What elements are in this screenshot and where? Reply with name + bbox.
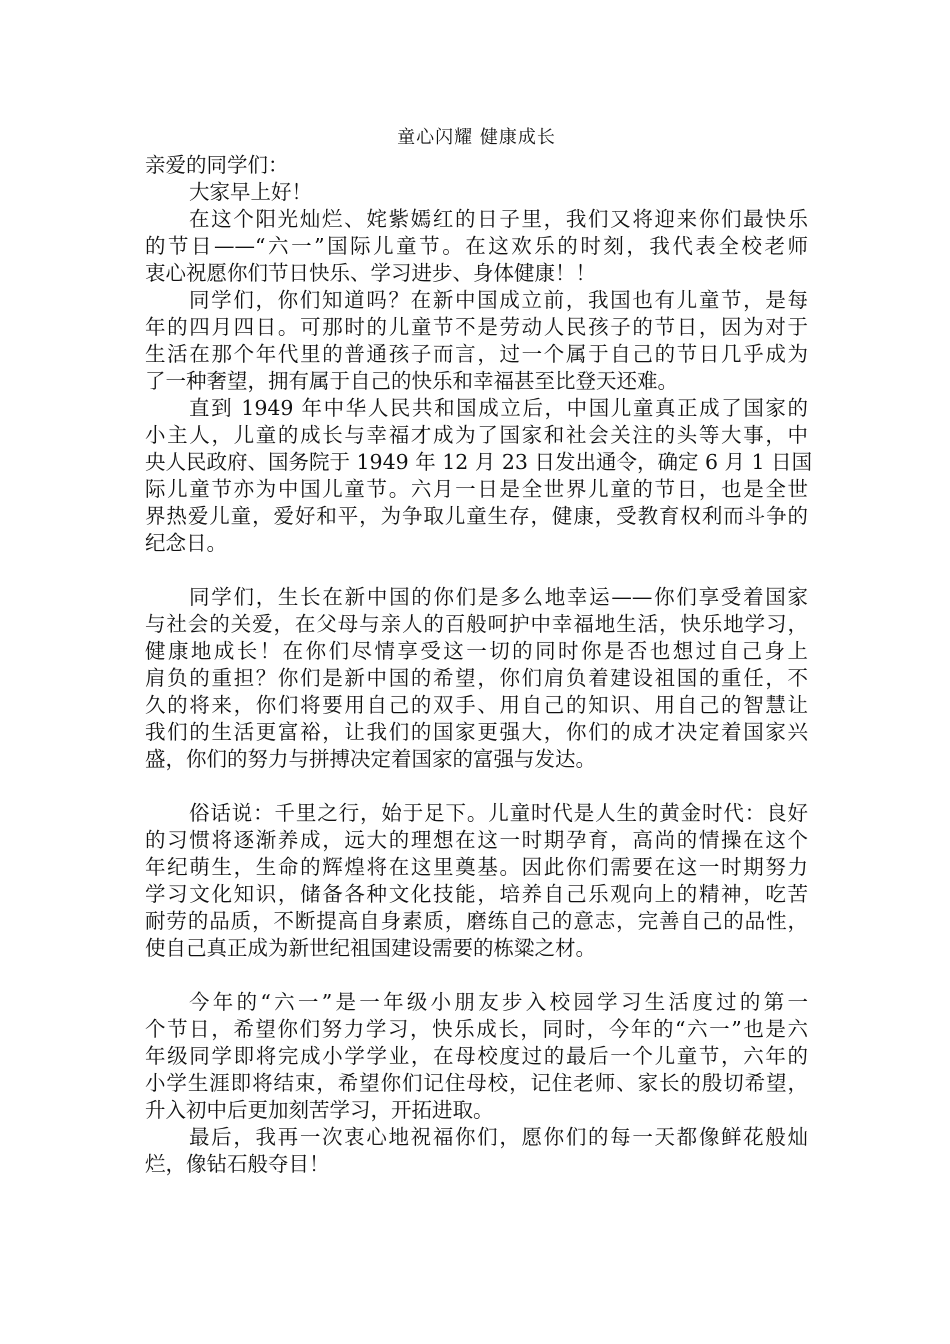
paragraph — [145, 800, 808, 962]
paragraph — [145, 584, 808, 773]
paragraph-spacer — [145, 773, 808, 800]
document-page — [145, 124, 813, 1178]
paragraph-line: 最后，我再一次衷心地祝福你们，愿你们的每一天都像鲜花般灿 — [189, 1125, 808, 1149]
paragraph-line: 央人民政府、国务院于 1949 年 12 月 23 日发出通令，确定 6 月 1 日国 — [145, 450, 813, 474]
paragraph-line: 久的将来，你们将要用自己的双手、用自己的知识、用自己的智慧让 — [145, 693, 808, 717]
paragraph-line: 烂，像钻石般夺目！ — [145, 1152, 330, 1176]
paragraph-spacer — [145, 557, 808, 584]
paragraph-line: 耐劳的品质，不断提高自身素质，磨练自己的意志，完善自己的品性， — [145, 909, 808, 933]
paragraph-line: 升入初中后更加刻苦学习，开拓进取。 — [145, 1098, 494, 1122]
salutation: 亲爱的同学们： — [145, 153, 289, 177]
paragraph-line: 学习文化知识，储备各种文化技能，培养自己乐观向上的精神，吃苦 — [145, 882, 808, 906]
paragraph-line: 年的四月四日。可那时的儿童节不是劳动人民孩子的节日，因为对于 — [145, 315, 808, 339]
paragraph-line: 使自己真正成为新世纪祖国建设需要的栋粱之材。 — [145, 936, 596, 960]
paragraph-line: 年纪萌生，生命的辉煌将在这里奠基。因此你们需要在这一时期努力 — [145, 855, 808, 879]
paragraph-line: 纪念日。 — [145, 531, 227, 555]
paragraph-line: 俗话说：千里之行，始于足下。儿童时代是人生的黄金时代：良好 — [189, 801, 808, 825]
paragraph-line: 的习惯将逐渐养成，远大的理想在这一时期孕育，高尚的情操在这个 — [145, 828, 808, 852]
paragraph-line: 在这个阳光灿烂、姹紫嫣红的日子里，我们又将迎来你们最快乐 — [189, 207, 808, 231]
paragraph-line: 小学生涯即将结束，希望你们记住母校，记住老师、家长的殷切希望， — [145, 1071, 808, 1095]
paragraph-line: 际儿童节亦为中国儿童节。六月一日是全世界儿童的节日，也是全世 — [145, 477, 808, 501]
paragraph — [145, 989, 808, 1124]
paragraph-line: 与社会的关爱，在父母与亲人的百般呵护中幸福地生活，快乐地学习， — [145, 612, 808, 636]
paragraph — [145, 1124, 808, 1178]
paragraph-line: 肩负的重担？你们是新中国的希望，你们肩负着建设祖国的重任，不 — [145, 666, 808, 690]
paragraph — [145, 206, 808, 287]
greeting: 大家早上好！ — [189, 180, 312, 204]
paragraph-spacer — [145, 962, 808, 989]
paragraph-line: 我们的生活更富裕，让我们的国家更强大，你们的成才决定着国家兴 — [145, 720, 808, 744]
paragraph-line: 生活在那个年代里的普通孩子而言，过一个属于自己的节日几乎成为 — [145, 342, 808, 366]
paragraph-line: 小主人，儿童的成长与幸福才成为了国家和社会关注的头等大事，中 — [145, 423, 808, 447]
paragraph — [145, 287, 808, 395]
paragraph-line: 同学们，你们知道吗？在新中国成立前，我国也有儿童节，是每 — [189, 288, 808, 312]
paragraph-line: 个节日，希望你们努力学习，快乐成长，同时，今年的“六一”也是六 — [145, 1017, 808, 1041]
paragraph-line: 的节日——“六一”国际儿童节。在这欢乐的时刻，我代表全校老师 — [145, 234, 808, 258]
paragraph-line: 今年的“六一”是一年级小朋友步入校园学习生活度过的第一 — [189, 990, 808, 1014]
paragraph-line: 年级同学即将完成小学学业，在母校度过的最后一个儿童节，六年的 — [145, 1044, 808, 1068]
paragraph-line: 衷心祝愿你们节日快乐、学习进步、身体健康！！ — [145, 261, 596, 285]
paragraph-line: 同学们，生长在新中国的你们是多么地幸运——你们享受着国家 — [189, 585, 808, 609]
paragraph-line: 界热爱儿童，爱好和平，为争取儿童生存，健康，受教育权利而斗争的 — [145, 504, 808, 528]
paragraph-line: 直到 1949 年中华人民共和国成立后，中国儿童真正成了国家的 — [189, 396, 808, 420]
paragraph-line: 盛，你们的努力与拼搏决定着国家的富强与发达。 — [145, 747, 596, 771]
paragraph-line: 了一种奢望，拥有属于自己的快乐和幸福甚至比登天还难。 — [145, 369, 678, 393]
paragraph-line: 健康地成长！在你们尽情享受这一切的同时你是否也想过自己身上 — [145, 639, 808, 663]
paragraph — [145, 395, 813, 557]
document-title: 童心闪耀 健康成长 — [397, 127, 556, 148]
